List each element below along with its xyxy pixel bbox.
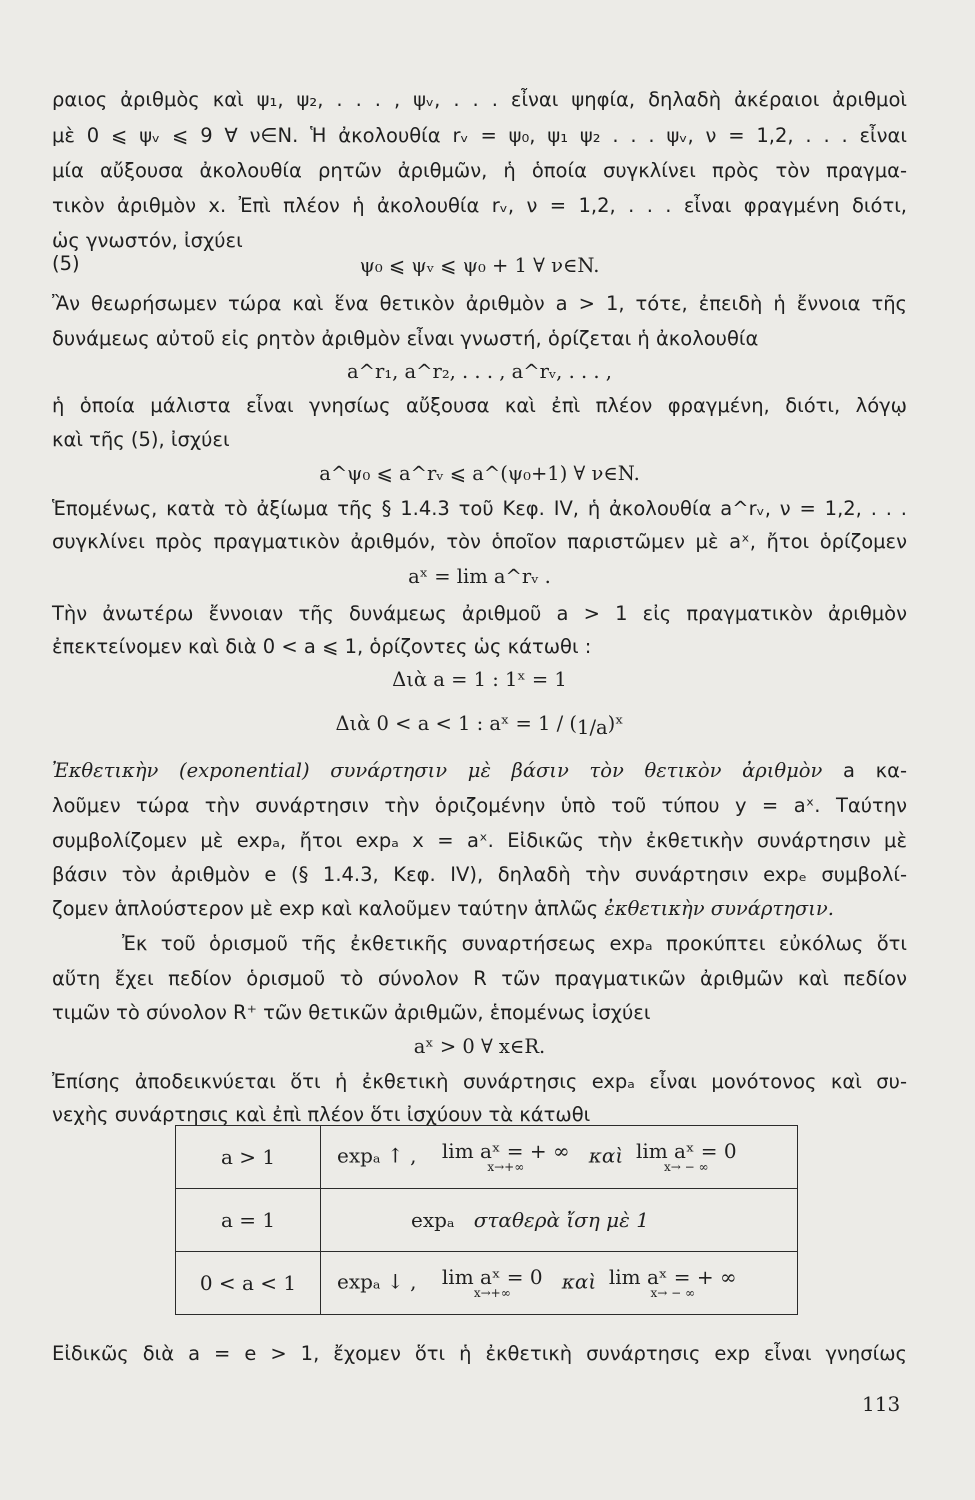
limit-subscript: x→ − ∞ xyxy=(650,1286,696,1300)
text-fragment: a κα- xyxy=(843,759,907,782)
text-line: βάσιν τὸν ἀριθμὸν e (§ 1.4.3, Κεφ. IV), δηλαδὴ τὴν συνάρτησιν expₑ συμβολί- xyxy=(52,863,907,886)
limit-subscript: x→+∞ xyxy=(487,1160,525,1174)
text-line xyxy=(52,757,907,784)
equation-a-less-1 xyxy=(52,710,907,741)
text-line: τιμῶν τὸ σύνολον R⁺ τῶν θετικῶν ἀριθμῶν, ἑπομένως ἰσχύει xyxy=(52,1001,651,1024)
property-cell xyxy=(321,1189,798,1252)
equation-part: )ˣ xyxy=(607,712,624,735)
property-cell xyxy=(321,1126,798,1189)
equation-5: ψ₀ ⩽ ψᵥ ⩽ ψ₀ + 1 ∀ ν∈N. xyxy=(359,254,600,277)
text-line: ραιος ἀριθμὸς καὶ ψ₁, ψ₂, . . . , ψᵥ, . . . εἶναι ψηφία, δηλαδὴ ἀκέραιοι ἀριθμοὶ xyxy=(52,88,907,111)
text-line: λοῦμεν τώρα τὴν συνάρτησιν τὴν ὁριζομένην ὑπὸ τοῦ τύπου y = aˣ. Ταύτην xyxy=(52,794,907,817)
table-row xyxy=(176,1252,798,1315)
exponential-properties-table xyxy=(175,1125,798,1315)
limit-expression xyxy=(636,1141,737,1173)
text-line xyxy=(52,895,907,922)
condition-cell: a = 1 xyxy=(176,1189,321,1252)
limit-text: lim aˣ = + ∞ xyxy=(608,1265,737,1289)
fraction: 1/a xyxy=(577,716,608,739)
text-line: νεχὴς συνάρτησις καὶ ἐπὶ πλέον ὅτι ἰσχύουν τὰ κάτωθι xyxy=(52,1103,591,1126)
limit-expression xyxy=(442,1267,543,1299)
constant-description: σταθερὰ ἴση μὲ 1 xyxy=(473,1208,649,1232)
text-line: συμβολίζομεν μὲ expₐ, ἤτοι expₐ x = aˣ. Εἰδικῶς τὴν ἐκθετικὴν συνάρτησιν μὲ xyxy=(52,829,907,852)
limit-text: lim aˣ = 0 xyxy=(441,1265,543,1289)
text-line: αὕτη ἔχει πεδίον ὁρισμοῦ τὸ σύνολον R τῶν πραγματικῶν ἀριθμῶν καὶ πεδίον xyxy=(52,967,907,990)
text-line: Εἰδικῶς διὰ a = e > 1, ἔχομεν ὅτι ἡ ἐκθετικὴ συνάρτησις exp εἶναι γνησίως xyxy=(52,1342,907,1365)
property-cell xyxy=(321,1252,798,1315)
condition-cell: a > 1 xyxy=(176,1126,321,1189)
equation-a-equals-1: Διὰ a = 1 : 1ˣ = 1 xyxy=(392,668,567,691)
text-fragment: ζομεν ἁπλούστερον μὲ exp καὶ καλοῦμεν ταύτην ἁπλῶς xyxy=(52,897,599,920)
limit-subscript: x→ − ∞ xyxy=(664,1160,709,1174)
function-symbol: expₐ xyxy=(411,1208,455,1232)
equation-sequence: a^r₁, a^r₂, . . . , a^rᵥ, . . . , xyxy=(347,360,612,383)
table-row xyxy=(176,1126,798,1189)
text-line: ἡ ὁποία μάλιστα εἶναι γνησίως αὔξουσα καὶ ἐπὶ πλέον φραγμένη, διότι, λόγῳ xyxy=(52,394,907,417)
text-line: μὲ 0 ⩽ ψᵥ ⩽ 9 ∀ ν∈N. Ἡ ἀκολουθία rᵥ = ψ₀, ψ₁ ψ₂ . . . ψᵥ, ν = 1,2, . . . εἶναι xyxy=(52,124,907,147)
limit-subscript: x→+∞ xyxy=(473,1286,511,1300)
equation-bound: a^ψ₀ ⩽ a^rᵥ ⩽ a^(ψ₀+1) ∀ ν∈N. xyxy=(319,462,640,485)
equation-positive: aˣ > 0 ∀ x∈R. xyxy=(413,1035,546,1058)
text-line: ὡς γνωστόν, ἰσχύει xyxy=(52,229,243,252)
italic-phrase: Ἐκθετικὴν (exponential) συνάρτησιν μὲ βάσιν τὸν θετικὸν ἀριθμὸν xyxy=(52,759,823,782)
text-line: καὶ τῆς (5), ἰσχύει xyxy=(52,428,230,451)
italic-phrase: ἐκθετικὴν συνάρτησιν. xyxy=(604,897,834,920)
text-line: δυνάμεως αὐτοῦ εἰς ρητὸν ἀριθμὸν εἶναι γνωστή, ὁρίζεται ἡ ἀκολουθία xyxy=(52,327,759,350)
conjunction: καὶ xyxy=(588,1143,624,1168)
function-symbol: expₐ ↑ , xyxy=(337,1143,417,1168)
equation-number: (5) xyxy=(52,252,80,275)
equation-part: Διὰ 0 < a < 1 : aˣ = 1 / ( xyxy=(335,712,578,735)
text-line: μία αὔξουσα ἀκολουθία ρητῶν ἀριθμῶν, ἡ ὁποία συγκλίνει πρὸς τὸν πραγμα- xyxy=(52,159,907,182)
limit-text: lim aˣ = 0 xyxy=(635,1139,737,1163)
text-line: ἐπεκτείνομεν καὶ διὰ 0 < a ⩽ 1, ὁρίζοντες ὡς κάτωθι : xyxy=(52,635,592,658)
text-line: Ἑπομένως, κατὰ τὸ ἀξίωμα τῆς § 1.4.3 τοῦ Κεφ. IV, ἡ ἀκολουθία a^rᵥ, ν = 1,2, . . . xyxy=(52,497,907,520)
limit-text: lim aˣ = + ∞ xyxy=(441,1139,570,1163)
text-line: συγκλίνει πρὸς πραγματικὸν ἀριθμόν, τὸν ὁποῖον παριστῶμεν μὲ aˣ, ἤτοι ὁρίζομεν xyxy=(52,530,907,553)
equation-definition: aˣ = lim a^rᵥ . xyxy=(408,565,551,588)
limit-expression xyxy=(442,1141,570,1173)
condition-cell: 0 < a < 1 xyxy=(176,1252,321,1315)
text-line: Τὴν ἀνωτέρω ἔννοιαν τῆς δυνάμεως ἀριθμοῦ a > 1 εἰς πραγματικὸν ἀριθμὸν xyxy=(52,602,907,625)
function-symbol: expₐ ↓ , xyxy=(337,1269,417,1294)
table-row xyxy=(176,1189,798,1252)
text-line: Ἐπίσης ἀποδεικνύεται ὅτι ἡ ἐκθετικὴ συνάρτησις expₐ εἶναι μονότονος καὶ συ- xyxy=(52,1070,907,1093)
limit-expression xyxy=(609,1267,737,1299)
text-line: Ἐκ τοῦ ὁρισμοῦ τῆς ἐκθετικῆς συναρτήσεως expₐ προκύπτει εὐκόλως ὅτι xyxy=(122,932,907,955)
text-line: τικὸν ἀριθμὸν x. Ἐπὶ πλέον ἡ ἀκολουθία rᵥ, ν = 1,2, . . . εἶναι φραγμένη διότι, xyxy=(52,194,907,217)
text-line: Ἂν θεωρήσωμεν τώρα καὶ ἕνα θετικὸν ἀριθμὸν a > 1, τότε, ἐπειδὴ ἡ ἔννοια τῆς xyxy=(52,292,907,315)
conjunction: καὶ xyxy=(561,1269,597,1294)
page-number: 113 xyxy=(862,1392,901,1416)
